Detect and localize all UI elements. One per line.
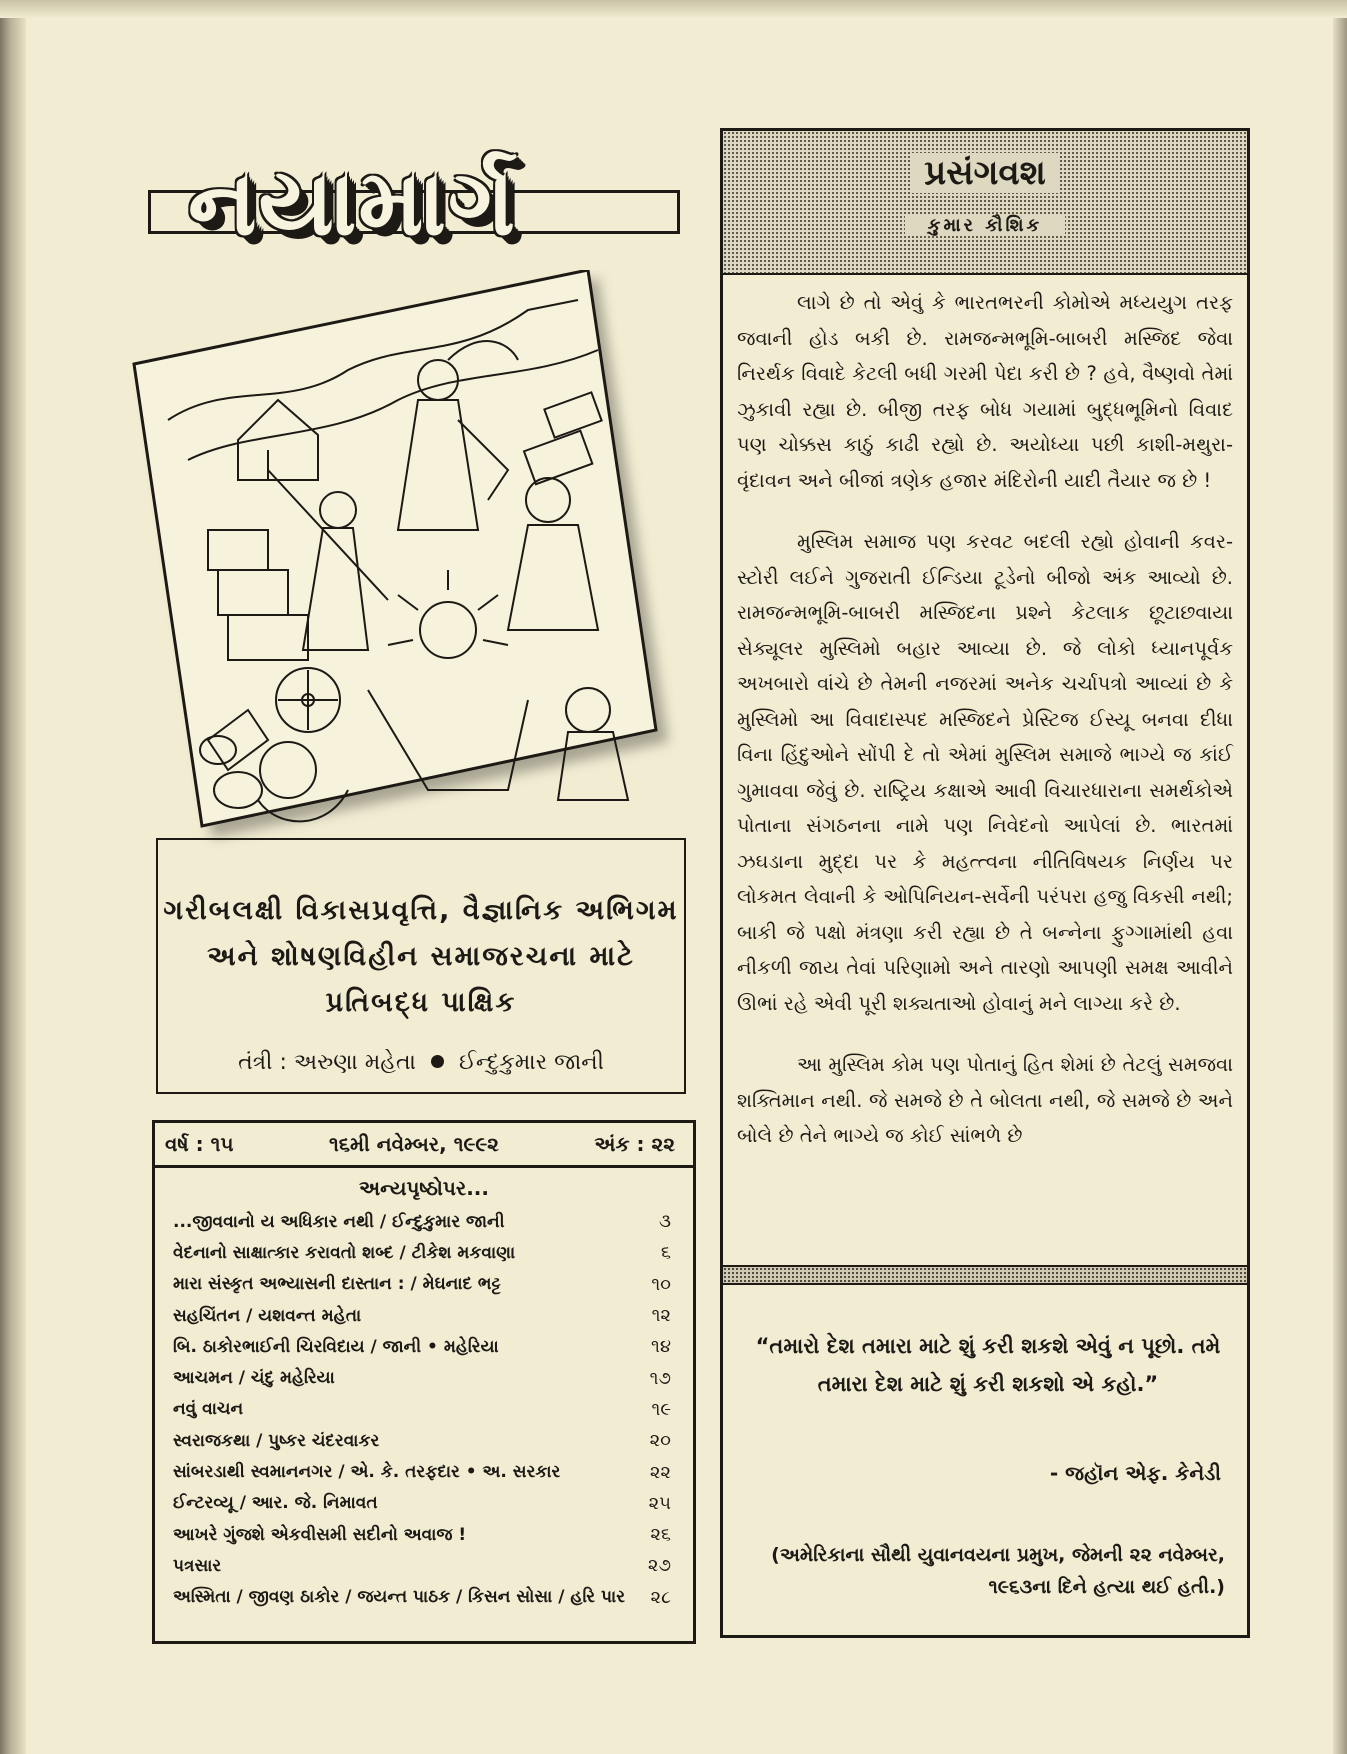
toc-title: મારા સંસ્કૃત અભ્યાસની દાસ્તાન : / મેઘનાદ ભટ્ટ <box>173 1274 501 1295</box>
toc-page: ૬ <box>660 1242 671 1264</box>
toc-item <box>155 1394 693 1425</box>
masthead-title: નયામાર્ગ <box>188 149 518 256</box>
toc-item <box>155 1519 693 1550</box>
toc-item <box>155 1237 693 1268</box>
contents-list <box>155 1206 693 1613</box>
cover-illustration <box>128 270 688 850</box>
tagline-line-3: પ્રતિબદ્ધ પાક્ષિક <box>325 987 517 1018</box>
page-edge-right <box>1333 0 1347 1754</box>
article-paragraph: લાગે છે તો એવું કે ભારતભરની કોમોએ મધ્યયુગ તરફ જવાની હોડ બકી છે. રામજન્મભૂમિ-બાબરી મસ્જિદ જેવા નિરર્થક વિવાદે કેટલી બધી ગરમી પેદા કરી છે ? હવે, વૈષ્ણવો તેમાં ઝુકાવી રહ્યા છે. બીજી તરફ બોધ ગયામાં બુદ્ધભૂમિનો વિવાદ પણ ચોક્કસ કાઠું કાઢી રહ્યો છે. અયોધ્યા પછી કાશી-મથુરા-વૃંદાવન અને બીજાં ત્રણેક હજાર મંદિરોની યાદી તૈયાર જ છે ! <box>737 291 1233 492</box>
toc-title: વેદનાનો સાક્ષાત્કાર કરાવતો શબ્દ / ટીકેશ મકવાણા <box>173 1242 516 1263</box>
toc-item <box>155 1488 693 1519</box>
toc-item <box>155 1362 693 1393</box>
article-paragraph: મુસ્લિમ સમાજ પણ કરવટ બદલી રહ્યો હોવાની કવર-સ્ટોરી લઈને ગુજરાતી ઈન્ડિયા ટૂડેનો બીજો અંક આવ્યો છે. રામજન્મભૂમિ-બાબરી મસ્જિદના પ્રશ્ને કેટલાક છૂટાછવાયા સેક્યૂલર મુસ્લિમો બહાર આવ્યા છે. જે લોકો ધ્યાનપૂર્વક અખબારો વાંચે છે તેમની નજરમાં અનેક ચર્ચાપત્રો આવ્યાં છે કે મુસ્લિમો આ વિવાદાસ્પદ મસ્જિદને પ્રેસ્ટિજ ઈસ્યૂ બનવા દીધા વિના હિંદુઓને સોંપી દે તો એમાં મુસ્લિમ સમાજે ભાગ્યે જ કાંઈ ગુમાવવા જેવું છે. રાષ્ટ્રિય કક્ષાએ આવી વિચારધારાના સમર્થકોએ પોતાના સંગઠનના નામે પણ નિવેદનો આપેલાં છે. ભારતમાં ઝઘડાના મુદ્દા પર કે મહત્ત્વના નીતિવિષયક નિર્ણય પર લોકમત લેવાની કે ઓપિનિયન-સર્વેની પરંપરા હજુ વિકસી નથી; બાકી જે પક્ષો મંત્રણા કરી રહ્યા છે તે બન્નેના ફુગ્ગામાંથી હવા નીકળી જાય તેવાં પરિણામો અને તારણો આપણી સમક્ષ આવીને ઊભાં રહે એવી પૂરી શક્યતાઓ હોવાનું મને લાગ્યા કરે છે. <box>737 530 1233 1015</box>
toc-page: ૧૯ <box>651 1398 671 1420</box>
toc-item <box>155 1456 693 1487</box>
toc-item <box>155 1269 693 1300</box>
issue-year: વર્ષ : ૧૫ <box>165 1132 234 1156</box>
column-title: પ્રસંગવશ <box>910 153 1060 193</box>
toc-page: ૧૨ <box>651 1305 671 1327</box>
toc-title: આચમન / ચંદુ મહેરિયા <box>173 1368 335 1389</box>
toc-page: ૨૫ <box>648 1492 671 1514</box>
page-edge-top <box>0 0 1347 18</box>
toc-item <box>155 1331 693 1362</box>
column-box <box>720 128 1250 1638</box>
toc-item <box>155 1300 693 1331</box>
toc-item <box>155 1582 693 1613</box>
toc-title: પત્રસાર <box>173 1555 222 1576</box>
quote-text: “તમારો દેશ તમારા માટે શું કરી શકશે એવું ન પૂછો. તમે તમારા દેશ માટે શું કરી શકશો એ કહો.” <box>755 1334 1221 1396</box>
issue-number: અંક : ૨૨ <box>594 1132 675 1156</box>
tagline-line-2: અને શોષણવિહીન સમાજરચના માટે <box>207 941 635 972</box>
bullet-dot-icon <box>431 1055 444 1068</box>
toc-title: સ્વરાજકથા / પુષ્કર ચંદરવાકર <box>173 1430 380 1451</box>
contents-heading: અન્યપૃષ્ઠોપર... <box>358 1176 490 1200</box>
toc-page: ૨૬ <box>650 1524 671 1546</box>
toc-title: નવું વાચન <box>173 1399 244 1420</box>
toc-page: ૧૦ <box>651 1273 671 1295</box>
contents-box <box>152 1120 696 1644</box>
column-header <box>723 131 1247 275</box>
masthead <box>148 140 680 265</box>
toc-page: ૧૭ <box>649 1367 671 1389</box>
tagline-box <box>156 838 686 1094</box>
toc-page: ૨૭ <box>647 1555 671 1577</box>
issue-info-row <box>155 1123 693 1168</box>
quote-divider-strip <box>723 1265 1247 1285</box>
column-author: કુમાર કૌશિક <box>905 215 1065 236</box>
toc-page: ૨૮ <box>650 1586 671 1608</box>
tagline-line-1: ગરીબલક્ષી વિકાસપ્રવૃત્તિ, વૈજ્ઞાનિક અભિગમ <box>163 895 679 926</box>
page-edge-left <box>0 0 26 1754</box>
toc-page: ૨૦ <box>649 1430 671 1452</box>
column-article <box>723 275 1247 1154</box>
toc-title: આખરે ગુંજશે એકવીસમી સદીનો અવાજ ! <box>173 1524 467 1545</box>
toc-title: અસ્મિતા / જીવણ ઠાકોર / જયન્ત પાઠક / કિસન સોસા / હરિ પાર <box>173 1587 625 1608</box>
toc-page: ૨૨ <box>649 1461 671 1483</box>
toc-item <box>155 1425 693 1456</box>
toc-page: ૧૪ <box>651 1336 671 1358</box>
toc-title: ...જીવવાનો ય અધિકાર નથી / ઈન્દુકુમાર જાની <box>173 1211 505 1232</box>
toc-title: ઈન્ટરવ્યૂ / આર. જે. નિમાવત <box>173 1493 378 1514</box>
cover-illustration-drawing <box>128 270 688 850</box>
toc-title: સાંબરડાથી સ્વમાનનગર / એ. કે. તરફદાર • અ. સરકાર <box>173 1462 561 1483</box>
quote-author: - જહૉન એફ. કેનેડી <box>1049 1461 1221 1485</box>
editors-second: ઈન્દુકુમાર જાની <box>458 1050 604 1075</box>
toc-page: ૩ <box>659 1211 671 1233</box>
editors-label: તંત્રી : અરુણા મહેતા <box>238 1050 416 1075</box>
article-paragraph: આ મુસ્લિમ કોમ પણ પોતાનું હિત શેમાં છે તેટલું સમજવા શક્તિમાન નથી. જે સમજે છે તે બોલતા નથી, જે સમજે છે અને બોલે છે તેને ભાગ્યે જ કોઈ સાંભળે છે <box>737 1053 1233 1147</box>
toc-title: સહચિંતન / યશવન્ત મહેતા <box>173 1305 362 1326</box>
toc-item <box>155 1550 693 1581</box>
toc-item <box>155 1206 693 1237</box>
editors-line <box>158 1048 684 1078</box>
toc-title: બિ. ઠાકોરભાઈની ચિરવિદાય / જાની • મહેરિયા <box>173 1336 499 1357</box>
quote-note: (અમેરિકાના સૌથી યુવાનવયના પ્રમુખ, જેમની ૨૨ નવેમ્બર, ૧૯૬૩ના દિને હત્યા થઈ હતી.) <box>771 1544 1225 1598</box>
issue-date: ૧૬મી નવેમ્બર, ૧૯૯૨ <box>328 1132 499 1156</box>
